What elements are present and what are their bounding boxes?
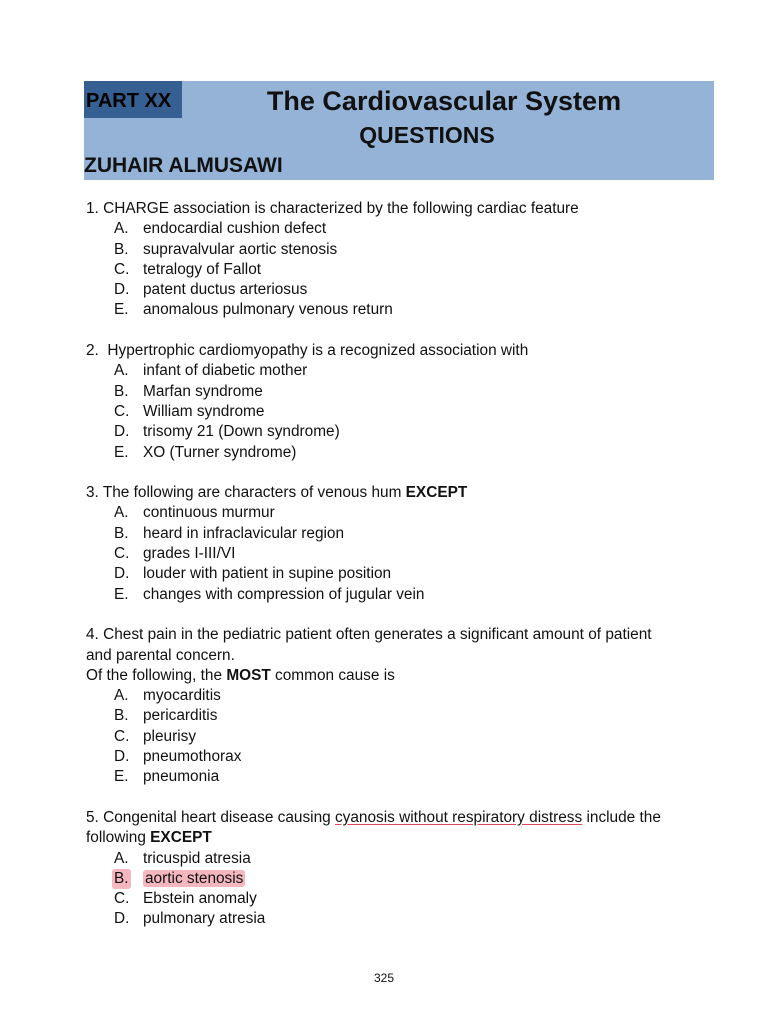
- question-text-part: include the: [582, 808, 661, 826]
- option-text: William syndrome: [143, 402, 265, 420]
- option-text: anomalous pulmonary venous return: [143, 301, 393, 319]
- underlined-text: cyanosis without respiratory distress: [334, 808, 583, 826]
- option-letter: D.: [114, 423, 130, 441]
- header-banner: [84, 81, 714, 180]
- option-list: [86, 849, 710, 930]
- option-a: [86, 503, 710, 523]
- option-e: [86, 300, 710, 320]
- option-b: [86, 240, 710, 260]
- option-text: pulmonary atresia: [143, 910, 266, 928]
- option-letter: B.: [114, 240, 129, 258]
- option-d: [86, 280, 710, 300]
- option-text: endocardial cushion defect: [143, 220, 327, 238]
- option-text: patent ductus arteriosus: [143, 281, 308, 299]
- option-text: Ebstein anomaly: [143, 890, 257, 908]
- option-b: [86, 706, 710, 726]
- question-2: [86, 341, 710, 463]
- option-text: tetralogy of Fallot: [143, 260, 262, 278]
- page-title: The Cardiovascular System: [266, 86, 622, 116]
- option-text: myocarditis: [143, 687, 221, 705]
- option-letter: C.: [114, 890, 130, 908]
- option-letter: E.: [114, 585, 129, 603]
- option-letter: A.: [114, 849, 129, 867]
- question-5: [86, 808, 710, 930]
- option-e: [86, 443, 710, 463]
- option-d: [86, 422, 710, 442]
- option-text: pneumothorax: [143, 748, 242, 766]
- option-list: [86, 503, 710, 604]
- question-1: [86, 199, 710, 321]
- option-list: [86, 219, 710, 320]
- emphasis-text: MOST: [226, 666, 271, 684]
- question-text-line-3: [86, 666, 710, 686]
- option-text: tricuspid atresia: [143, 849, 251, 867]
- option-letter: A.: [114, 220, 129, 238]
- option-letter: A.: [114, 687, 129, 705]
- option-letter: D.: [114, 748, 130, 766]
- option-a: [86, 686, 710, 706]
- questions-section: [86, 199, 710, 950]
- option-c: [86, 402, 710, 422]
- option-letter: B.: [114, 707, 129, 725]
- emphasis-text: EXCEPT: [150, 829, 212, 847]
- option-text: XO (Turner syndrome): [143, 443, 297, 461]
- option-letter: B.: [112, 869, 131, 889]
- question-text-line-2: and parental concern.: [86, 646, 235, 664]
- option-letter: C.: [114, 402, 130, 420]
- option-letter: D.: [114, 565, 130, 583]
- option-b: [86, 382, 710, 402]
- option-text: louder with patient in supine position: [143, 565, 392, 583]
- page-subtitle: QUESTIONS: [359, 122, 495, 148]
- option-letter: C.: [114, 260, 130, 278]
- option-letter: A.: [114, 504, 129, 522]
- option-c: [86, 260, 710, 280]
- option-b: [86, 524, 710, 544]
- question-text-line-1: 4. Chest pain in the pediatric patient often generates a significant amount of patient: [86, 626, 652, 644]
- option-text: aortic stenosis: [145, 869, 244, 887]
- option-e: [86, 585, 710, 605]
- page-number: 325: [373, 971, 395, 985]
- option-a: [86, 219, 710, 239]
- option-text: infant of diabetic mother: [143, 362, 308, 380]
- option-letter: A.: [114, 362, 129, 380]
- option-text: grades I-III/VI: [143, 545, 236, 563]
- option-c: [86, 544, 710, 564]
- option-c: [86, 889, 710, 909]
- question-text-line-1: [86, 808, 710, 828]
- option-b-highlighted: [86, 869, 710, 889]
- option-d: [86, 564, 710, 584]
- option-list: [86, 686, 710, 787]
- question-text-part: 3. The following are characters of venous hum: [86, 484, 406, 502]
- question-text-line-2: [86, 828, 710, 848]
- question-text: [86, 483, 710, 503]
- option-a: [86, 849, 710, 869]
- question-text-part: common cause is: [270, 666, 395, 684]
- option-e: [86, 767, 710, 787]
- option-letter: E.: [114, 301, 129, 319]
- question-4: [86, 625, 710, 787]
- question-text-part: 5. Congenital heart disease causing: [86, 808, 335, 826]
- author-name: ZUHAIR ALMUSAWI: [84, 154, 283, 177]
- option-text: Marfan syndrome: [143, 382, 263, 400]
- option-letter: E.: [114, 443, 129, 461]
- question-text-part: following: [86, 829, 151, 847]
- option-c: [86, 727, 710, 747]
- option-a: [86, 361, 710, 381]
- emphasis-text: EXCEPT: [405, 484, 468, 502]
- option-text: pleurisy: [143, 727, 197, 745]
- option-text: continuous murmur: [143, 504, 275, 522]
- option-letter: B.: [114, 524, 129, 542]
- option-text: supravalvular aortic stenosis: [143, 240, 338, 258]
- option-letter: D.: [114, 910, 130, 928]
- part-label: PART XX: [84, 81, 182, 118]
- option-text: heard in infraclavicular region: [143, 524, 345, 542]
- option-text: trisomy 21 (Down syndrome): [143, 423, 340, 441]
- question-text-part: Of the following, the: [86, 666, 227, 684]
- question-text: 2. Hypertrophic cardiomyopathy is a recognized association with: [86, 342, 529, 360]
- option-d: [86, 909, 710, 929]
- question-text: 1. CHARGE association is characterized by the following cardiac feature: [86, 200, 579, 217]
- option-text: pericarditis: [143, 707, 218, 725]
- option-letter: C.: [114, 545, 130, 563]
- option-letter: C.: [114, 727, 130, 745]
- option-letter: D.: [114, 281, 130, 299]
- option-letter: B.: [114, 382, 129, 400]
- option-text: pneumonia: [143, 768, 220, 786]
- option-letter: E.: [114, 768, 129, 786]
- question-3: [86, 483, 710, 605]
- option-text: changes with compression of jugular vein: [143, 585, 425, 603]
- option-d: [86, 747, 710, 767]
- option-list: [86, 361, 710, 462]
